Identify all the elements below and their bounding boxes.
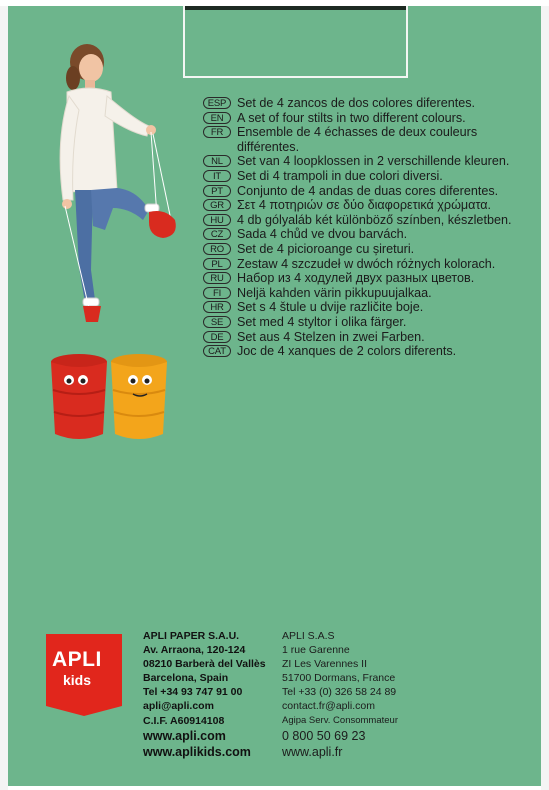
- zone: ZI Les Varennes II: [282, 658, 368, 671]
- child-hand-left: [62, 199, 72, 209]
- hotline: 0 800 50 69 23: [282, 728, 366, 743]
- child-face: [79, 54, 103, 82]
- language-code-badge: RU: [203, 272, 231, 284]
- child-leg-right: [91, 188, 149, 230]
- language-text: Sada 4 chůd ve dvou barvách.: [237, 227, 408, 242]
- language-code-badge: SE: [203, 316, 231, 328]
- language-code-badge: HR: [203, 301, 231, 313]
- stilt-string-right: [151, 132, 157, 216]
- website-link-kids[interactable]: www.aplikids.com: [143, 744, 251, 759]
- language-row: [203, 286, 533, 301]
- language-row: [203, 154, 533, 169]
- website-link[interactable]: www.apli.com: [143, 728, 226, 743]
- language-code-badge: DE: [203, 331, 231, 343]
- language-code-badge: PL: [203, 258, 231, 270]
- language-code-badge: CAT: [203, 345, 231, 357]
- address-spain: [143, 629, 266, 760]
- logo-tail: [46, 706, 122, 716]
- email-link[interactable]: apli@apli.com: [143, 700, 214, 713]
- region: Barcelona, Spain: [143, 672, 229, 685]
- language-code-badge: GR: [203, 199, 231, 211]
- phone: Tel +34 93 747 91 00: [143, 686, 243, 699]
- language-code-badge: FR: [203, 126, 231, 138]
- language-row: [203, 315, 533, 330]
- box-edge-right: [541, 6, 549, 790]
- language-text: Set de 4 zancos de dos colores diferentes.: [237, 96, 476, 110]
- language-row: [203, 213, 533, 228]
- phone: Tel +33 (0) 326 58 24 89: [282, 686, 397, 699]
- language-text: Set aus 4 Stelzen in zwei Farben.: [237, 329, 425, 344]
- language-text: Conjunto de 4 andas de duas cores diferentes.: [237, 183, 499, 198]
- language-code-badge: FI: [203, 287, 231, 299]
- cif: C.I.F. A60914108: [143, 714, 225, 727]
- box-edge-left: [0, 6, 8, 790]
- language-row: [203, 169, 533, 184]
- language-text: Set de 4 picioroange cu șireturi.: [237, 241, 415, 256]
- stilt-red-tilted: [149, 211, 176, 238]
- language-row: [203, 96, 533, 111]
- stack-yellow: [111, 354, 167, 439]
- language-text: 4 db gólyaláb két különböző színben, készletben.: [237, 212, 512, 227]
- language-row: [203, 184, 533, 199]
- language-row: [203, 198, 533, 213]
- logo-subtext: kids: [63, 672, 92, 688]
- language-row: [203, 257, 533, 272]
- logo-text: APLI: [52, 648, 102, 671]
- language-code-badge: CZ: [203, 228, 231, 240]
- language-text: Neljä kahden värin pikkupuujalkaa.: [237, 285, 432, 300]
- apli-kids-logo: [46, 634, 122, 706]
- child-shoe-left: [83, 298, 99, 306]
- city: 08210 Barberà del Vallès: [143, 658, 266, 671]
- language-text: Σετ 4 ποτηριών σε δύο διαφορετικά χρώματα.: [237, 198, 492, 213]
- address-france: [282, 629, 398, 760]
- language-text: A set of four stilts in two different colours.: [237, 110, 466, 125]
- language-code-badge: PT: [203, 185, 231, 197]
- language-code-badge: RO: [203, 243, 231, 255]
- language-text: Zestaw 4 szczudeł w dwóch różnych kolorach.: [237, 256, 496, 271]
- language-row: [203, 344, 533, 359]
- stilt-red-small: [83, 306, 101, 322]
- language-text: Set di 4 trampoli in due colori diversi.: [237, 168, 443, 183]
- company-name: APLI PAPER S.A.U.: [143, 630, 240, 642]
- company-name: APLI S.A.S: [282, 630, 335, 642]
- language-code-badge: ESP: [203, 97, 231, 109]
- street: Av. Arraona, 120-124: [143, 644, 246, 657]
- language-text: Ensemble de 4 échasses de deux couleurs différentes.: [237, 125, 478, 154]
- language-row: [203, 330, 533, 345]
- product-illustration: [45, 40, 195, 450]
- language-text: Set van 4 loopklossen in 2 verschillende kleuren.: [237, 154, 510, 169]
- language-row: [203, 227, 533, 242]
- child-neck: [85, 80, 95, 88]
- child-ponytail: [66, 66, 80, 90]
- language-text: Set s 4 štule u dvije različite boje.: [237, 300, 424, 315]
- stack-red: [51, 354, 107, 439]
- email-link[interactable]: contact.fr@apli.com: [282, 700, 375, 713]
- language-text: Set med 4 styltor i olika färger.: [237, 314, 407, 329]
- language-text: Набор из 4 ходулей двух разных цветов.: [237, 271, 475, 286]
- language-code-badge: EN: [203, 112, 231, 124]
- language-code-badge: HU: [203, 214, 231, 226]
- language-row: [203, 111, 533, 126]
- language-row: [203, 125, 533, 154]
- language-text: Joc de 4 xanques de 2 colors diferents.: [237, 344, 457, 359]
- language-row: [203, 242, 533, 257]
- street: 1 rue Garenne: [282, 644, 350, 657]
- box-flap-outline: [183, 6, 408, 78]
- language-row: [203, 300, 533, 315]
- city: 51700 Dormans, France: [282, 672, 396, 685]
- language-code-badge: IT: [203, 170, 231, 182]
- language-list: [203, 96, 533, 359]
- language-code-badge: NL: [203, 155, 231, 167]
- website-link[interactable]: www.apli.fr: [282, 744, 343, 759]
- consumer-service: Agipa Serv. Consommateur: [282, 714, 398, 726]
- language-row: [203, 271, 533, 286]
